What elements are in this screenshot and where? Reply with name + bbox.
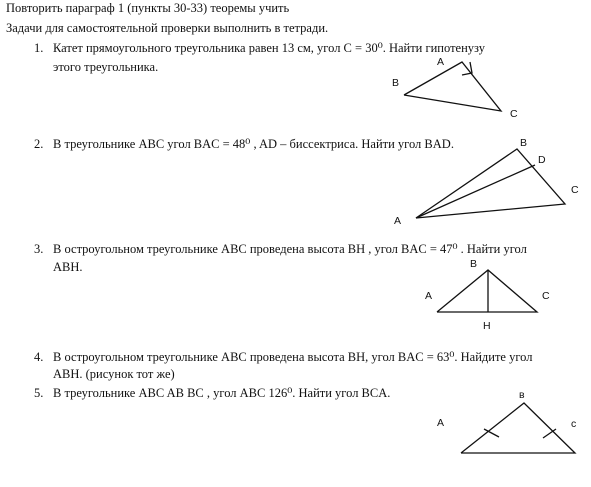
problem-5-number: 5. (34, 386, 44, 400)
figure-2-label-c: C (571, 184, 579, 196)
figure-3-label-c: C (542, 290, 550, 302)
problem-2-number: 2. (34, 137, 44, 151)
problem-4-text-line-1: В остроугольном треугольнике ABC проведена высота BH, угол BAC = 63⁰. Найдите угол (53, 350, 533, 364)
figure-5-label-a: A (437, 417, 445, 429)
figure-3-triangle-outline (437, 270, 537, 312)
figure-3-triangle-altitude (437, 270, 537, 312)
figure-1-label-c: C (510, 108, 518, 120)
figure-2-label-a: A (394, 215, 402, 227)
figure-1-label-a: A (437, 56, 445, 68)
problem-4-number: 4. (34, 350, 44, 364)
problem-1-number: 1. (34, 41, 44, 55)
figure-5-triangle-outline (461, 403, 575, 453)
figure-2-bisector-ad (416, 165, 535, 218)
problem-3-text-line-2: ABH. (53, 260, 83, 274)
figure-3-label-a: A (425, 290, 433, 302)
figure-3-label-b: B (470, 258, 478, 270)
problem-3-number: 3. (34, 242, 44, 256)
figure-1-right-triangle (404, 62, 501, 111)
figure-1-label-b: B (392, 77, 400, 89)
problem-4-text-line-2: ABH. (рисунок тот же) (53, 367, 175, 381)
problem-2-text-line-1: В треугольнике ABC угол BAC = 48⁰ , AD – биссектриса. Найти угол BAD. (53, 137, 454, 151)
figure-5-tick-bc (543, 429, 556, 438)
figure-5-isosceles-triangle (461, 403, 575, 453)
figure-5-label-b: в (519, 389, 525, 401)
problem-1-text-line-2: этого треугольника. (53, 60, 159, 74)
figure-2-label-d: D (538, 154, 546, 166)
figure-2-label-b: B (520, 137, 528, 149)
header-line-1: Повторить параграф 1 (пункты 30-33) теоремы учить (6, 1, 290, 15)
figure-1-triangle-outline (404, 62, 501, 111)
figure-5-label-c: c (571, 418, 577, 430)
header-line-2: Задачи для самостоятельной проверки выполнить в тетради. (6, 21, 329, 35)
problem-5-text-line-1: В треугольнике ABC AB BC , угол ABC 126⁰. Найти угол BCA. (53, 386, 391, 400)
figure-3-label-h: H (483, 320, 491, 332)
problem-3-text-line-1: В остроугольном треугольнике ABC проведена высота BH , угол BAC = 47⁰ . Найти угол (53, 242, 527, 256)
problem-1-text-line-1: Катет прямоугольного треугольника равен 13 см, угол С = 30⁰. Найти гипотенузу (53, 41, 485, 55)
